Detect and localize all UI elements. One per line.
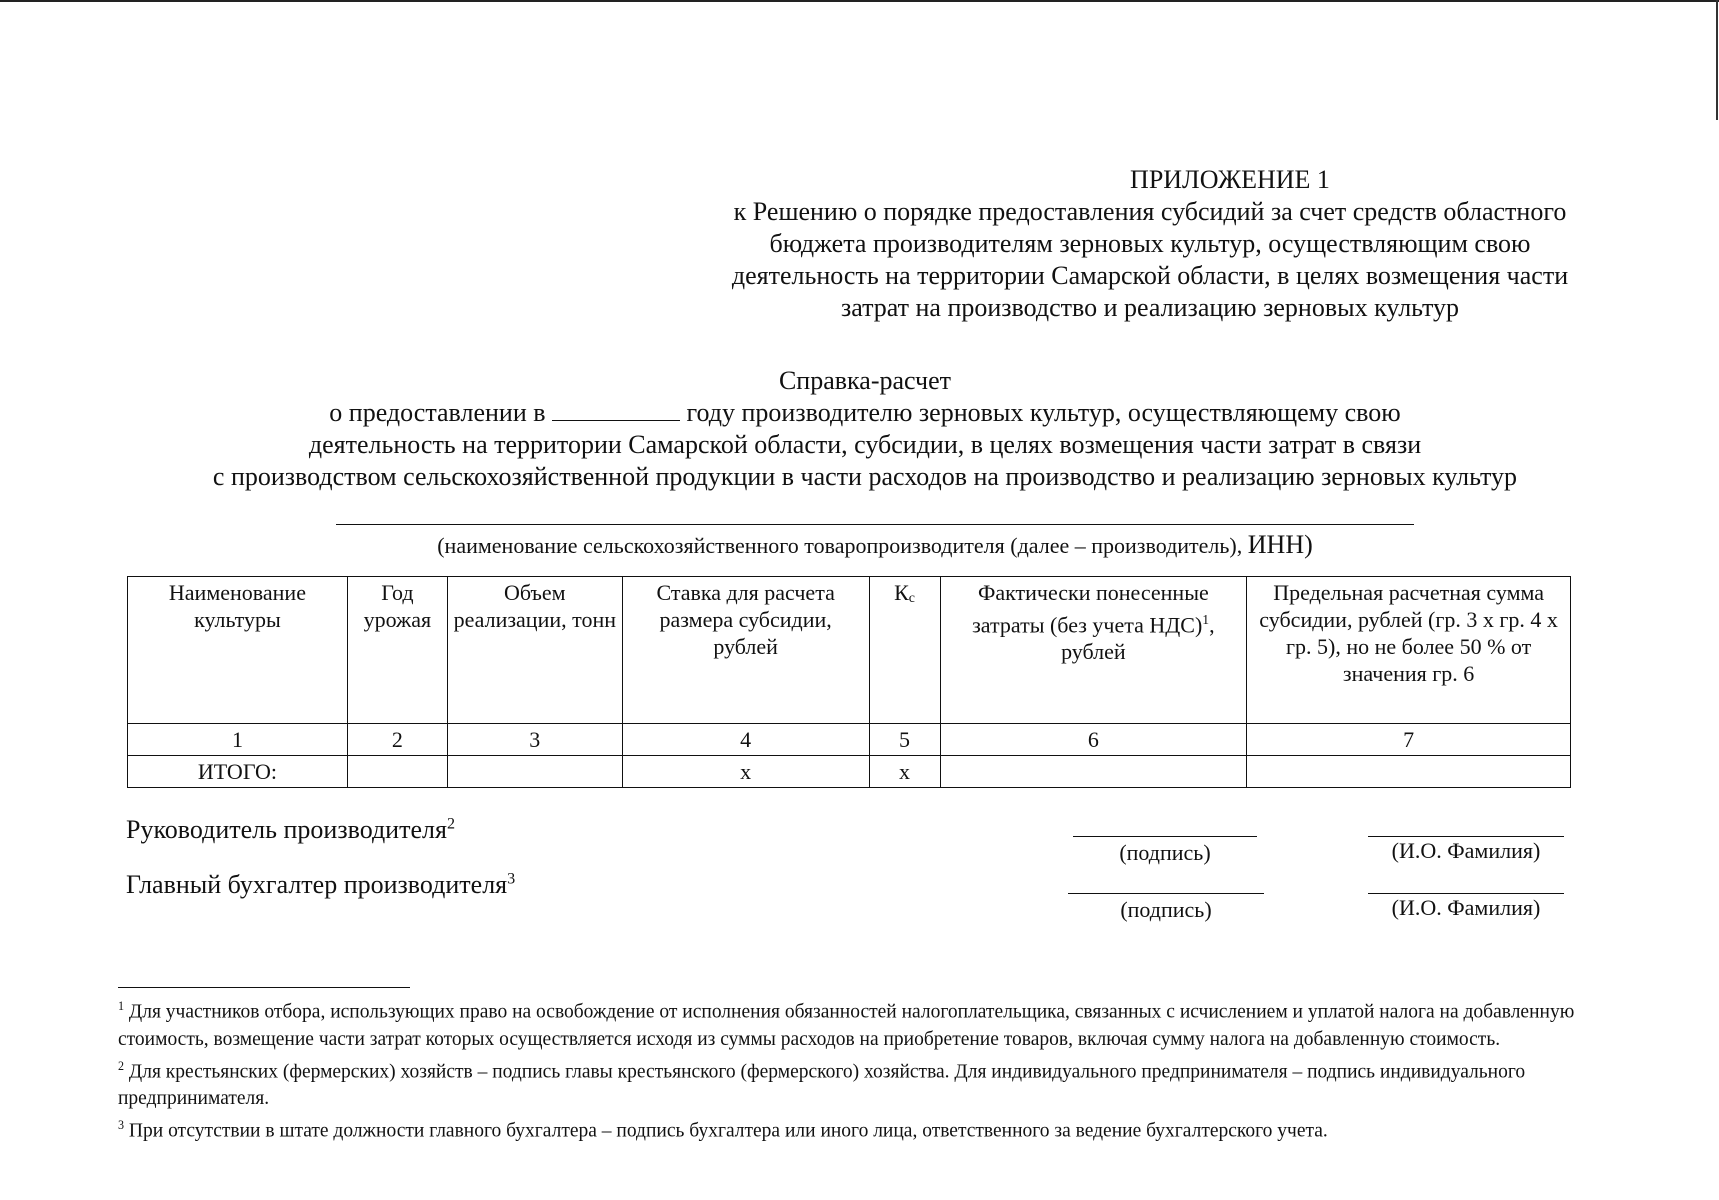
footnote-text: Для участников отбора, использующих право на освобождение от исполнения обязанностей налогоплательщика, связанных с исчислением и уплатой налога на добавленную стоимость, возмещение части затрат которых осуществляется исходя из суммы расходов на приобретение товаров, включая сумму налога на добавленную стоимость. <box>118 1001 1575 1050</box>
footnote-text: При отсутствии в штате должности главного бухгалтера – подпись бухгалтера или иного лица, ответственного за ведение бухгалтерского учета. <box>128 1120 1328 1142</box>
footnote-separator <box>118 987 410 988</box>
column-number: 1 <box>128 724 348 756</box>
accountant-name-caption: (И.О. Фамилия) <box>1391 895 1541 920</box>
head-label-text: Руководитель производителя <box>126 815 447 844</box>
column-number: 2 <box>347 724 447 756</box>
appendix-line: затрат на производство и реализацию зерновых культур <box>840 293 1460 322</box>
column-number: 7 <box>1247 724 1571 756</box>
footnote-mark: 2 <box>118 1058 125 1073</box>
appendix-title: ПРИЛОЖЕНИЕ 1 <box>1130 165 1330 194</box>
spravka-line-2: деятельность на территории Самарской области, субсидии, в целях возмещения части затрат в связи <box>308 430 1422 459</box>
column-number: 3 <box>447 724 622 756</box>
total-cell-kc: x <box>869 756 940 788</box>
producer-caption-inn: ИНН) <box>1247 530 1313 559</box>
table-number-row <box>128 724 1571 756</box>
head-signature-field[interactable] <box>1073 836 1257 837</box>
spravka-line-3: с производством сельскохозяйственной продукции в части расходов на производство и реализацию зерновых культур <box>212 462 1518 491</box>
footnote-ref-2: 2 <box>446 815 455 833</box>
spravka-header <box>120 365 1610 493</box>
producer-caption-text: (наименование сельскохозяйственного товаропроизводителя (далее – производитель), <box>437 533 1243 558</box>
total-cell-subsidy[interactable] <box>1247 756 1571 788</box>
footnote-mark: 1 <box>118 999 125 1013</box>
accountant-label-text: Главный бухгалтер производителя <box>126 870 508 899</box>
scan-top-border <box>0 0 1719 2</box>
header-crop-name: Наименование культуры <box>128 577 348 724</box>
appendix-line: деятельность на территории Самарской области, в целях возмещения части <box>731 261 1569 290</box>
kc-subscript: с <box>908 591 915 606</box>
appendix-line: к Решению о порядке предоставления субсидий за счет средств областного <box>733 197 1567 226</box>
accountant-signature-field[interactable] <box>1068 893 1264 894</box>
producer-name-caption <box>336 530 1414 560</box>
table-header-row <box>128 577 1571 724</box>
footnote-ref-1: 1 <box>1202 612 1210 627</box>
total-cell-rate: x <box>622 756 869 788</box>
total-cell-costs[interactable] <box>940 756 1247 788</box>
footnote-2 <box>118 1053 1608 1113</box>
column-number: 4 <box>622 724 869 756</box>
table-total-row <box>128 756 1571 788</box>
footnote-1 <box>118 993 1608 1053</box>
header-actual-costs <box>940 577 1247 724</box>
accountant-signatory-label <box>126 870 515 900</box>
footnote-ref-3: 3 <box>507 870 516 888</box>
header-sales-volume: Объем реализации, тонн <box>447 577 622 724</box>
head-name-caption: (И.О. Фамилия) <box>1391 838 1541 863</box>
total-cell-year[interactable] <box>347 756 447 788</box>
footnote-mark: 3 <box>118 1118 125 1132</box>
header-kc <box>869 577 940 724</box>
head-name-field[interactable] <box>1368 836 1564 837</box>
appendix-header <box>660 164 1640 324</box>
spravka-line-1-before: о предоставлении в <box>329 398 546 427</box>
spravka-title: Справка-расчет <box>778 366 952 395</box>
header-harvest-year: Год урожая <box>347 577 447 724</box>
scan-right-border <box>1716 0 1718 120</box>
footnote-text: Для крестьянских (фермерских) хозяйств – подпись главы крестьянского (фермерского) хозяйства. Для индивидуального предпринимателя – подпись индивидуального предпринимателя. <box>118 1061 1526 1109</box>
footnote-3 <box>118 1112 1608 1145</box>
actual-costs-text: Фактически понесенные затраты (без учета НДС) <box>972 580 1209 638</box>
total-cell-volume[interactable] <box>447 756 622 788</box>
column-number: 5 <box>869 724 940 756</box>
header-max-subsidy: Предельная расчетная сумма субсидии, рублей (гр. 3 х гр. 4 х гр. 5), но не более 50 % от значения гр. 6 <box>1247 577 1571 724</box>
year-blank-field[interactable] <box>552 398 680 421</box>
kc-letter: К <box>894 580 909 605</box>
head-signature-caption: (подпись) <box>1119 840 1211 865</box>
footnotes <box>118 993 1608 1145</box>
accountant-name-field[interactable] <box>1368 893 1564 894</box>
spravka-line-1 <box>120 397 1610 429</box>
column-number: 6 <box>940 724 1247 756</box>
total-label: ИТОГО: <box>128 756 348 788</box>
subsidy-table <box>127 576 1571 788</box>
head-signatory-label <box>126 815 455 845</box>
actual-costs-unit: , рублей <box>1061 612 1215 665</box>
header-rate: Ставка для расчета размера субсидии, рублей <box>622 577 869 724</box>
accountant-signature-caption: (подпись) <box>1120 897 1212 922</box>
producer-name-field[interactable] <box>336 524 1414 525</box>
spravka-line-1-after: году производителю зерновых культур, осуществляющему свою <box>686 398 1401 427</box>
appendix-line: бюджета производителям зерновых культур, осуществляющим свою <box>769 229 1531 258</box>
